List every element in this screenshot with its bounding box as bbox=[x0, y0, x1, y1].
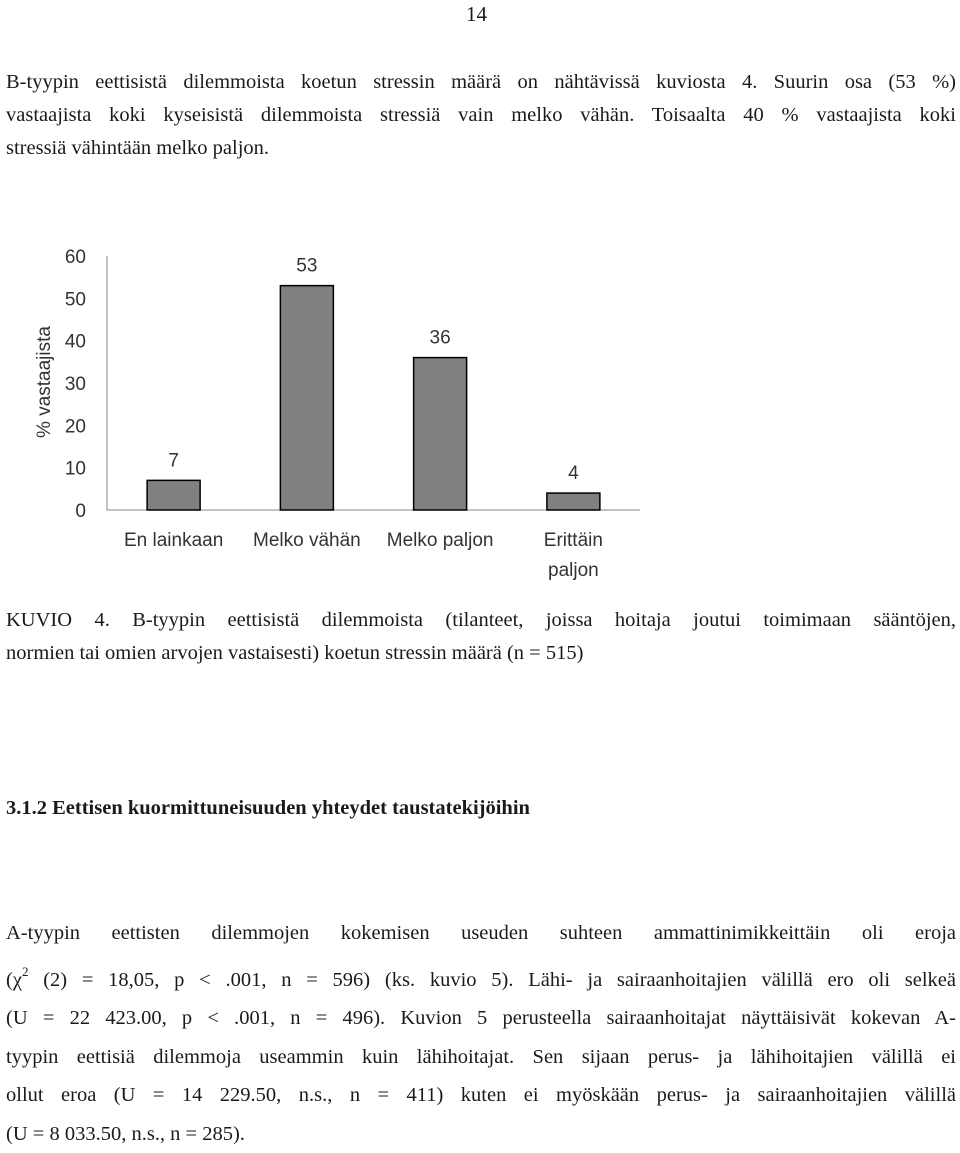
y-tick-label: 20 bbox=[65, 416, 86, 437]
chi-symbol: (χ bbox=[6, 969, 22, 991]
y-tick-label: 40 bbox=[65, 332, 86, 353]
body-line-6: (U = 8 033.50, n.s., n = 285). bbox=[6, 1115, 956, 1153]
bar bbox=[414, 358, 467, 510]
body-line-1: A-tyypin eettisten dilemmojen kokemisen useuden suhteen ammattinimikkeittäin oli eroja bbox=[6, 914, 956, 953]
body-line-2-text: (2) = 18,05, p < .001, n = 596) (ks. kuvio 5). Lähi- ja sairaanhoitajien välillä ero oli selkeä bbox=[28, 969, 956, 991]
body-paragraph bbox=[6, 914, 956, 1153]
y-axis-title: % vastaajista bbox=[34, 326, 55, 438]
bar bbox=[547, 493, 600, 510]
bar-chart bbox=[0, 230, 960, 602]
data-label: 4 bbox=[568, 463, 579, 484]
body-line-5: ollut eroa (U = 14 229.50, n.s., n = 411) kuten ei myöskään perus- ja sairaanhoitajien välillä bbox=[6, 1076, 956, 1115]
body-line-2 bbox=[6, 953, 956, 1000]
page-number: 14 bbox=[466, 0, 487, 28]
bar bbox=[280, 286, 333, 510]
y-tick-label: 10 bbox=[65, 459, 86, 480]
caption-line-2: normien tai omien arvojen vastaisesti) koetun stressin määrä (n = 515) bbox=[6, 637, 956, 670]
category-label: En lainkaan bbox=[124, 530, 223, 551]
body-line-4: tyypin eettisiä dilemmoja useammin kuin lähihoitajat. Sen sijaan perus- ja lähihoitajien välillä ei bbox=[6, 1038, 956, 1077]
bars-group bbox=[147, 286, 600, 510]
category-label: Erittäin bbox=[544, 530, 603, 551]
intro-paragraph bbox=[6, 66, 956, 165]
y-tick-label: 50 bbox=[65, 289, 86, 310]
data-label: 53 bbox=[296, 256, 317, 277]
bar bbox=[147, 480, 200, 510]
category-labels-group bbox=[124, 530, 603, 581]
category-label: Melko paljon bbox=[387, 530, 494, 551]
y-tick-label: 0 bbox=[75, 501, 86, 522]
category-label: Melko vähän bbox=[253, 530, 361, 551]
body-line-3: (U = 22 423.00, p < .001, n = 496). Kuvion 5 perusteella sairaanhoitajat näyttäisivät kokevan A- bbox=[6, 999, 956, 1038]
y-tick-label: 60 bbox=[65, 247, 86, 268]
caption-line-1: KUVIO 4. B-tyypin eettisistä dilemmoista (tilanteet, joissa hoitaja joutui toimimaan sääntöjen, bbox=[6, 604, 956, 637]
data-label: 36 bbox=[430, 328, 451, 349]
figure-caption bbox=[6, 604, 956, 670]
category-label: paljon bbox=[548, 560, 599, 581]
data-labels-group bbox=[168, 256, 579, 484]
intro-line-1: B-tyypin eettisistä dilemmoista koetun stressin määrä on nähtävissä kuviosta 4. Suurin osa (53 %) bbox=[6, 66, 956, 99]
intro-line-2: vastaajista koki kyseisistä dilemmoista stressiä vain melko vähän. Toisaalta 40 % vastaajista koki bbox=[6, 99, 956, 132]
section-heading: 3.1.2 Eettisen kuormittuneisuuden yhteydet taustatekijöihin bbox=[6, 792, 530, 824]
chi-superscript: 2 bbox=[22, 964, 29, 979]
intro-line-3: stressiä vähintään melko paljon. bbox=[6, 132, 956, 165]
y-tick-label: 30 bbox=[65, 374, 86, 395]
y-axis-ticks bbox=[65, 247, 86, 522]
data-label: 7 bbox=[168, 450, 179, 471]
